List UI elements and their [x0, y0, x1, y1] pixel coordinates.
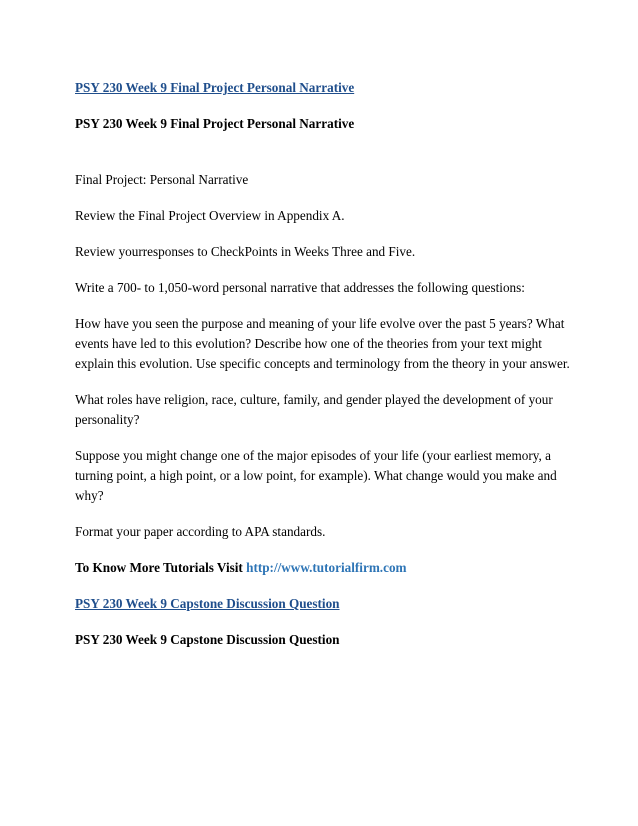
capstone-link-line[interactable] [75, 594, 575, 614]
capstone-discussion-link[interactable]: PSY 230 Week 9 Capstone Discussion Question [75, 596, 340, 611]
tutorialfirm-url-link[interactable]: http://www.tutorialfirm.com [246, 560, 407, 575]
promo-text: To Know More Tutorials Visit [75, 560, 247, 575]
capstone-heading: PSY 230 Week 9 Capstone Discussion Question [75, 632, 340, 647]
paragraph-write-narrative: Write a 700- to 1,050-word personal narrative that addresses the following questions: [75, 280, 525, 295]
paragraph-question-change: Suppose you might change one of the major episodes of your life (your earliest memory, a turning point, a high point, or a low point, for example). What change would you make and why? [75, 448, 557, 503]
promo-line [75, 558, 575, 578]
paragraph-review-checkpoints: Review yourresponses to CheckPoints in Weeks Three and Five. [75, 244, 416, 259]
paragraph-question-roles: What roles have religion, race, culture, family, and gender played the development of your personality? [75, 392, 553, 427]
section-heading: PSY 230 Week 9 Final Project Personal Narrative [75, 116, 355, 131]
paragraph-review-overview: Review the Final Project Overview in Appendix A. [75, 208, 345, 223]
paragraph-format: Format your paper according to APA standards. [75, 524, 326, 539]
title-link[interactable] [75, 78, 575, 98]
paragraph-question-purpose: How have you seen the purpose and meaning of your life evolve over the past 5 years? What events have led to this evolution? Describe how one of the theories from your text might explain this evolution. Use specific concepts and terminology from the theory in your answer. [75, 316, 570, 371]
document-page [75, 78, 575, 666]
paragraph-final-project: Final Project: Personal Narrative [75, 172, 249, 187]
final-project-link[interactable]: PSY 230 Week 9 Final Project Personal Narrative [75, 80, 355, 95]
